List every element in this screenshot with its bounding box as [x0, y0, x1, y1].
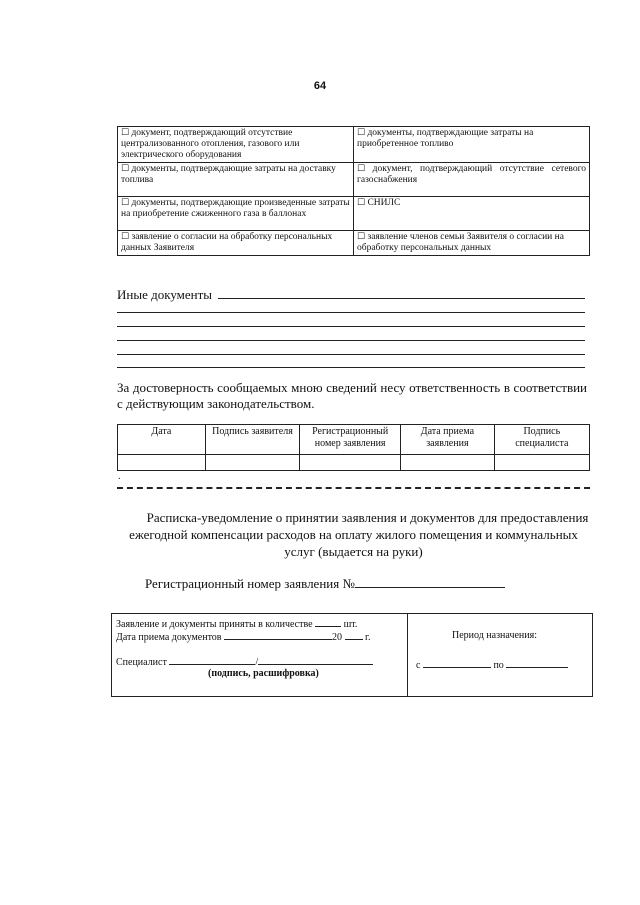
specialist-row — [116, 654, 373, 669]
doc-item-label: документы, подтверждающие произведенные затраты на приобретение сжиженного газа в баллонах — [121, 198, 350, 219]
checkbox-icon[interactable]: ☐ — [121, 128, 130, 138]
page-number: 64 — [313, 80, 327, 92]
period-row — [416, 657, 568, 672]
receipt-divider — [407, 614, 408, 696]
doc-item-label: СНИЛС — [367, 198, 401, 208]
period-label: Период назначения: — [452, 630, 537, 641]
doc-item-label: заявление членов семьи Заявителя о согласии на обработку персональных данных — [357, 232, 564, 253]
doc-item-consent-applicant[interactable] — [118, 231, 354, 256]
checkbox-icon[interactable]: ☐ — [357, 232, 366, 242]
signature-caption: (подпись, расшифровка) — [208, 668, 319, 679]
doc-item-liquefied-gas[interactable] — [118, 197, 354, 231]
checkbox-icon[interactable]: ☐ — [121, 198, 130, 208]
doc-item-label: заявление о согласии на обработку персональных данных Заявителя — [121, 232, 333, 253]
receipt-box — [111, 613, 593, 697]
year-suffix: г. — [365, 632, 371, 643]
table-row — [118, 127, 590, 163]
doc-item-fuel-costs[interactable] — [354, 127, 590, 163]
doc-item-snils[interactable] — [354, 197, 590, 231]
period-to-field[interactable] — [506, 657, 568, 668]
checkbox-icon[interactable]: ☐ — [121, 232, 130, 242]
table-row — [118, 197, 590, 231]
receipt-title: Расписка-уведомление о принятии заявления и документов для предоставления ежегодной компенсации расходов на оплату жилого помещения и коммунальных услуг (выдается на руки) — [129, 510, 589, 559]
year-prefix: 20 — [332, 632, 343, 643]
period-to-label: по — [493, 660, 504, 671]
acceptance-date-field[interactable] — [224, 629, 332, 640]
acceptance-date-row — [116, 629, 371, 644]
registration-number-cell[interactable] — [300, 455, 401, 471]
table-row — [118, 163, 590, 197]
checkbox-icon[interactable]: ☐ — [121, 164, 130, 174]
other-documents-line[interactable] — [117, 367, 585, 368]
doc-item-label: документы, подтверждающие затраты на доставку топлива — [121, 164, 336, 185]
other-documents-label: Иные документы — [117, 287, 213, 302]
registration-number-field[interactable] — [355, 574, 505, 588]
table-row — [118, 425, 590, 455]
acceptance-date-cell[interactable] — [401, 455, 494, 471]
header-registration-number: Регистрационный номер заявления — [300, 425, 401, 455]
specialist-label: Специалист — [116, 657, 167, 668]
accepted-count-field[interactable] — [315, 616, 341, 627]
header-acceptance-date: Дата приема заявления — [401, 425, 494, 455]
specialist-signature-field[interactable] — [169, 654, 255, 665]
cut-line — [117, 487, 590, 489]
doc-item-heating[interactable] — [118, 127, 354, 163]
table-row — [118, 455, 590, 471]
other-documents-line[interactable] — [117, 312, 585, 313]
other-documents-field[interactable] — [218, 298, 585, 299]
doc-item-label: документы, подтверждающие затраты на приобретенное топливо — [357, 128, 534, 149]
checkbox-icon[interactable]: ☐ — [357, 128, 366, 138]
stray-mark: . — [118, 471, 121, 482]
year-field[interactable] — [345, 629, 363, 640]
doc-item-consent-family[interactable] — [354, 231, 590, 256]
header-applicant-signature: Подпись заявителя — [205, 425, 299, 455]
date-cell[interactable] — [118, 455, 206, 471]
registration-number-row — [145, 574, 505, 592]
table-row — [118, 231, 590, 256]
header-date: Дата — [118, 425, 206, 455]
accepted-unit: шт. — [343, 619, 358, 630]
doc-item-fuel-delivery[interactable] — [118, 163, 354, 197]
applicant-signature-cell[interactable] — [205, 455, 299, 471]
slash: / — [255, 657, 259, 668]
doc-item-label: документ, подтверждающий отсутствие централизованного отопления, газового или электрического оборудования — [121, 128, 300, 160]
period-from-label: с — [416, 660, 421, 671]
doc-item-label: документ, подтверждающий отсутствие сетевого газоснабжения — [357, 164, 586, 185]
signature-table — [117, 424, 590, 471]
period-from-field[interactable] — [423, 657, 491, 668]
specialist-name-field[interactable] — [258, 654, 373, 665]
responsibility-statement: За достоверность сообщаемых мною сведений несу ответственность в соответствии с действующим законодательством. — [117, 380, 587, 411]
header-specialist-signature: Подпись специалиста — [494, 425, 589, 455]
registration-number-label: Регистрационный номер заявления № — [145, 576, 355, 591]
other-documents-line[interactable] — [117, 326, 585, 327]
documents-checklist-table — [117, 126, 590, 256]
acceptance-date-label: Дата приема документов — [116, 632, 222, 643]
doc-item-no-gas-network[interactable] — [354, 163, 590, 197]
other-documents-line[interactable] — [117, 354, 585, 355]
accepted-label: Заявление и документы приняты в количестве — [116, 619, 313, 630]
specialist-signature-cell[interactable] — [494, 455, 589, 471]
checkbox-icon[interactable]: ☐ — [357, 198, 366, 208]
checkbox-icon[interactable]: ☐ — [357, 164, 366, 174]
other-documents-line[interactable] — [117, 340, 585, 341]
